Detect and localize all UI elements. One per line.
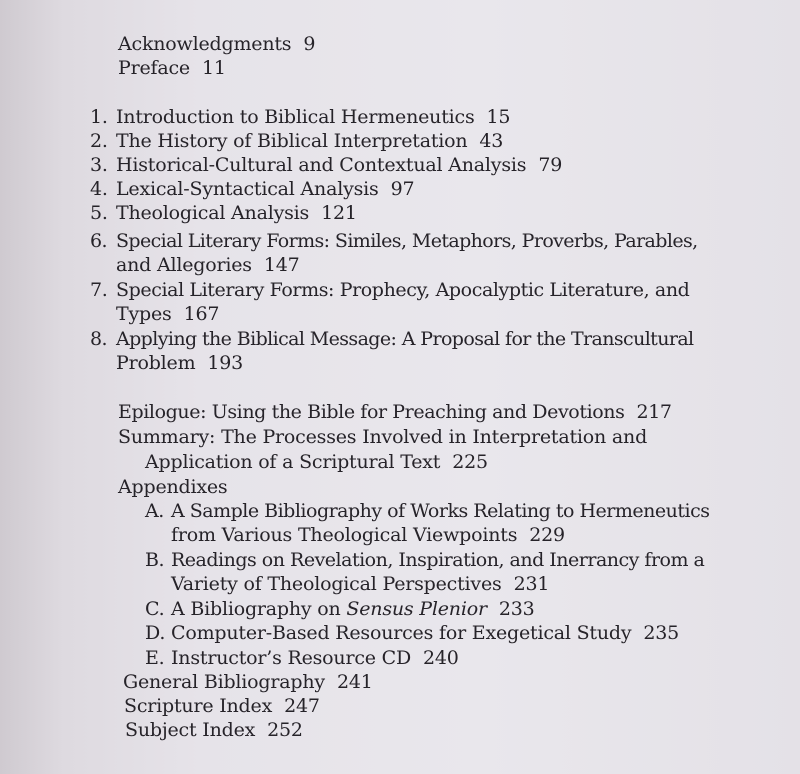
toc-entry-summary-continued [145,450,488,474]
entry-page: 217 [636,401,672,423]
toc-chapter-6 [90,229,698,253]
appendix-letter: B. [145,549,165,571]
toc-chapter-8-continued [116,351,243,375]
entry-title: Readings on Revelation, Inspiration, and Inerrancy from a [171,549,705,571]
entry-title: and Allegories [116,254,252,276]
toc-entry-summary [118,425,647,449]
appendix-letter: D. [145,622,166,644]
toc-appendixes-heading [118,475,227,499]
toc-entry-acknowledgments [118,32,315,56]
toc-chapter-1 [90,105,510,129]
entry-title: Computer-Based Resources for Exegetical Study [171,622,632,644]
toc-appendix-d [145,621,679,645]
entry-title: Subject Index [125,719,256,741]
appendix-letter: A. [145,500,164,522]
entry-title: Scripture Index [124,695,273,717]
toc-entry-preface [118,56,226,80]
toc-chapter-7-continued [116,302,219,326]
entry-title: from Various Theological Viewpoints [171,524,518,546]
chapter-number: 3. [90,154,108,176]
appendix-letter: C. [145,598,165,620]
chapter-number: 6. [90,230,107,252]
entry-page: 233 [498,598,535,620]
chapter-number: 1. [90,106,108,128]
chapter-number: 8. [90,328,107,350]
chapter-number: 7. [90,279,108,301]
entry-title: The History of Biblical Interpretation [116,130,468,152]
entry-page: 15 [486,106,511,128]
entry-title-italic: Sensus Plenior [346,598,487,620]
entry-title: Applying the Biblical Message: A Proposal for the Transcultural [116,328,694,350]
entry-page: 121 [321,202,357,224]
entry-title: Appendixes [118,476,228,498]
entry-title: Summary: The Processes Involved in Interpretation and [118,426,648,448]
entry-page: 231 [513,573,550,595]
entry-page: 9 [303,33,316,55]
chapter-number: 5. [90,202,108,224]
entry-page: 97 [390,178,415,200]
chapter-number: 2. [90,130,108,152]
entry-page: 252 [267,719,303,741]
entry-page: 241 [336,671,373,693]
toc-chapter-4 [90,177,414,201]
toc-chapter-8 [90,327,694,351]
toc-chapter-6-continued [116,253,300,277]
entry-page: 247 [284,695,320,717]
entry-title: Special Literary Forms: Similes, Metaphors, Proverbs, Parables, [116,230,698,252]
entry-title: Types [116,303,172,325]
toc-appendix-b-continued [171,572,549,596]
entry-title: Special Literary Forms: Prophecy, Apocalyptic Literature, and [116,279,690,301]
entry-title: A Bibliography on [171,598,341,620]
toc-entry-scripture-index [124,694,320,718]
entry-title: Instructor’s Resource CD [171,647,412,669]
toc-appendix-a-continued [171,523,565,547]
entry-title: Acknowledgments [118,33,292,55]
toc-entry-subject-index [125,718,303,742]
toc-chapter-7 [90,278,689,302]
entry-page: 11 [201,57,226,79]
entry-page: 235 [643,622,680,644]
entry-page: 79 [538,154,563,176]
toc-appendix-c [145,597,535,621]
toc-appendix-e [145,646,459,670]
entry-page: 240 [423,647,459,669]
entry-title: A Sample Bibliography of Works Relating to Hermeneutics [171,500,710,522]
entry-title: Lexical-Syntactical Analysis [116,178,379,200]
entry-title: Variety of Theological Perspectives [171,573,502,595]
entry-title: Preface [118,57,190,79]
entry-title: Introduction to Biblical Hermeneutics [116,106,475,128]
toc-appendix-b [145,548,704,572]
toc-entry-general-bibliography [123,670,373,694]
toc-chapter-5 [90,201,357,225]
entry-title: Historical-Cultural and Contextual Analysis [116,154,527,176]
entry-page: 167 [183,303,220,325]
entry-page: 147 [263,254,300,276]
chapter-number: 4. [90,178,108,200]
toc-chapter-2 [90,129,503,153]
toc-entry-epilogue [118,400,672,424]
entry-title: Problem [116,352,196,374]
entry-title: Application of a Scriptural Text [145,451,441,473]
entry-title: Epilogue: Using the Bible for Preaching and Devotions [118,401,625,423]
toc-chapter-3 [90,153,562,177]
entry-title: Theological Analysis [116,202,310,224]
entry-page: 229 [529,524,565,546]
appendix-letter: E. [145,647,165,669]
entry-page: 193 [207,352,244,374]
entry-page: 225 [452,451,488,473]
entry-title: General Bibliography [123,671,325,693]
toc-appendix-a [145,499,709,523]
entry-page: 43 [479,130,504,152]
